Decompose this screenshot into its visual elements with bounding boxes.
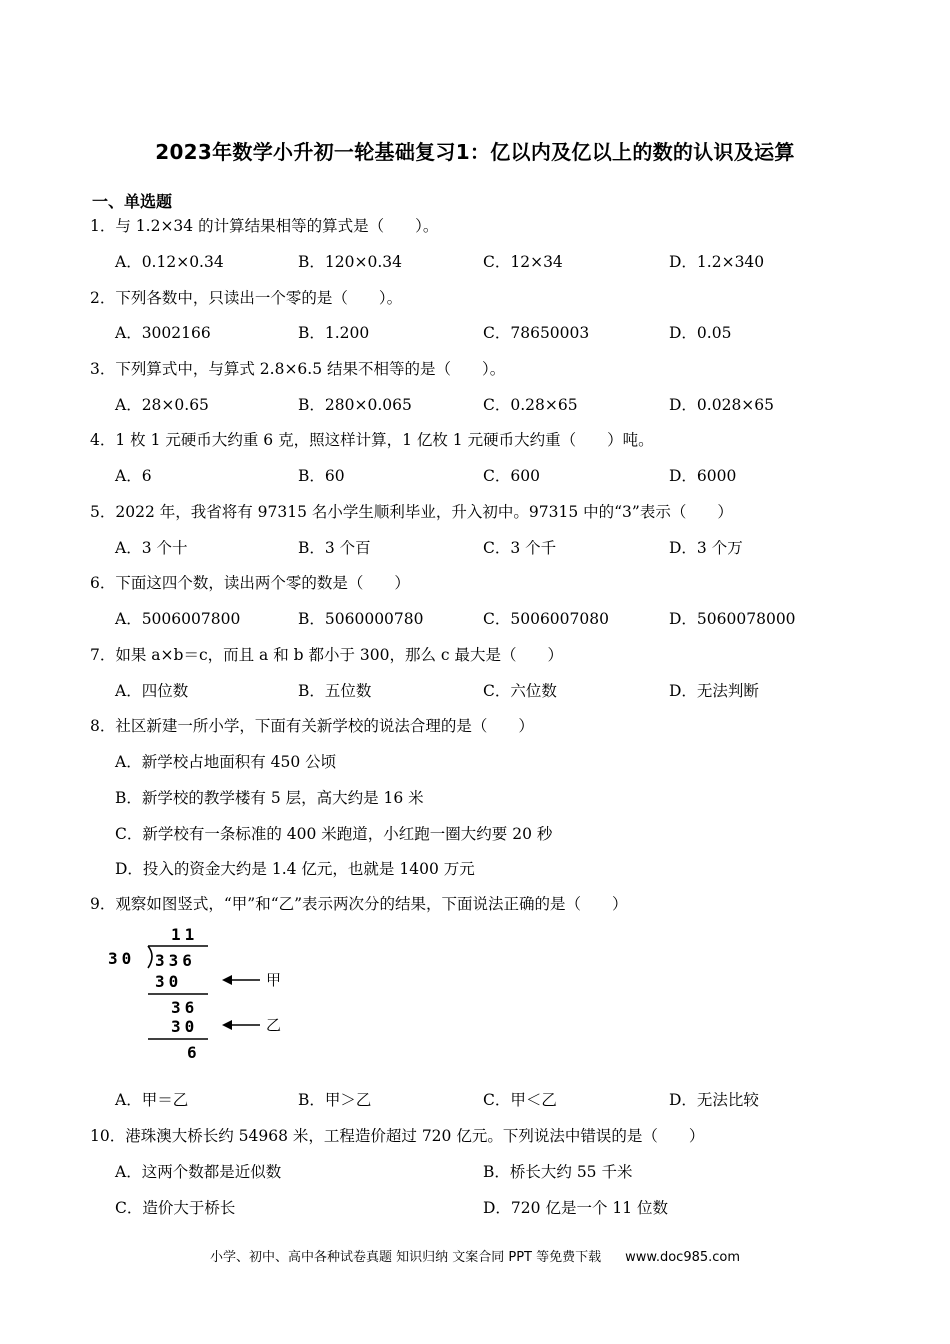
- q2-option-c[interactable]: C．78650003: [483, 324, 590, 342]
- q2-option-b[interactable]: B．1.200: [298, 324, 370, 342]
- question-10: 10．港珠澳大桥长约 54968 米，工程造价超过 720 亿元。下列说法中错误的是（ ）: [90, 1127, 705, 1145]
- question-7: 7．如果 a×b＝c，而且 a 和 b 都小于 300，那么 c 最大是（ ）: [90, 646, 564, 664]
- q10-option-a[interactable]: A．这两个数都是近似数: [115, 1163, 282, 1181]
- question-3: 3．下列算式中，与算式 2.8×6.5 结果不相等的是（ ）。: [90, 360, 506, 378]
- q3-option-c[interactable]: C．0.28×65: [483, 396, 578, 414]
- division-bracket: [148, 946, 152, 968]
- q5-option-c[interactable]: C．3 个千: [483, 539, 557, 557]
- footer-site-link[interactable]: www.doc985.com: [625, 1250, 741, 1265]
- q6-option-c[interactable]: C．5006007080: [483, 610, 609, 628]
- q2-option-d[interactable]: D．0.05: [669, 324, 732, 342]
- question-1: 1．与 1.2×34 的计算结果相等的算式是（ ）。: [90, 217, 439, 235]
- q4-option-c[interactable]: C．600: [483, 467, 540, 485]
- q9-option-a[interactable]: A．甲＝乙: [115, 1091, 189, 1109]
- q9-option-c[interactable]: C．甲＜乙: [483, 1091, 557, 1109]
- final-remainder: 6: [187, 1043, 197, 1062]
- q7-option-b[interactable]: B．五位数: [298, 682, 372, 700]
- question-9: 9．观察如图竖式，“甲”和“乙”表示两次分的结果，下面说法正确的是（ ）: [90, 895, 628, 913]
- q5-option-d[interactable]: D．3 个万: [669, 539, 743, 557]
- step1-product: 30: [155, 972, 183, 991]
- q8-option-a[interactable]: A．新学校占地面积有 450 公顷: [115, 753, 337, 771]
- q10-option-b[interactable]: B．桥长大约 55 千米: [483, 1163, 633, 1181]
- q1-option-b[interactable]: B．120×0.34: [298, 253, 402, 271]
- q8-option-c[interactable]: C．新学校有一条标准的 400 米跑道，小红跑一圈大约要 20 秒: [115, 825, 553, 843]
- question-8: 8．社区新建一所小学，下面有关新学校的说法合理的是（ ）: [90, 717, 534, 735]
- quotient: 11: [171, 925, 199, 944]
- q7-option-a[interactable]: A．四位数: [115, 682, 189, 700]
- q3-option-d[interactable]: D．0.028×65: [669, 396, 775, 414]
- page-title: 2023年数学小升初一轮基础复习1：亿以内及亿以上的数的认识及运算: [155, 140, 795, 164]
- step1-remainder: 36: [171, 998, 199, 1017]
- q10-option-d[interactable]: D．720 亿是一个 11 位数: [483, 1199, 669, 1217]
- q8-option-b[interactable]: B．新学校的教学楼有 5 层，高大约是 16 米: [115, 789, 424, 807]
- q1-option-c[interactable]: C．12×34: [483, 253, 563, 271]
- footer-text: 小学、初中、高中各种试卷真题 知识归纳 文案合同 PPT 等免费下载: [209, 1250, 602, 1265]
- question-6: 6．下面这四个数，读出两个零的数是（ ）: [90, 574, 410, 592]
- q4-option-b[interactable]: B．60: [298, 467, 345, 485]
- q4-option-a[interactable]: A．6: [115, 467, 152, 485]
- q9-option-b[interactable]: B．甲＞乙: [298, 1091, 372, 1109]
- dividend: 336: [155, 951, 196, 970]
- q4-option-d[interactable]: D．6000: [669, 467, 737, 485]
- section-heading: 一、单选题: [92, 192, 173, 211]
- divisor: 30: [108, 949, 136, 968]
- question-2: 2．下列各数中，只读出一个零的是（ ）。: [90, 289, 403, 307]
- q5-option-b[interactable]: B．3 个百: [298, 539, 371, 557]
- arrow-left-icon: [222, 975, 260, 985]
- step2-product: 30: [171, 1017, 199, 1036]
- page-footer: [0, 1246, 950, 1265]
- label-yi: 乙: [266, 1016, 282, 1034]
- q5-option-a[interactable]: A．3 个十: [115, 539, 188, 557]
- q2-option-a[interactable]: A．3002166: [115, 324, 211, 342]
- q9-option-d[interactable]: D．无法比较: [669, 1091, 759, 1109]
- q1-option-a[interactable]: A．0.12×0.34: [115, 253, 224, 271]
- question-4: 4．1 枚 1 元硬币大约重 6 克，照这样计算，1 亿枚 1 元硬币大约重（ ）吨。: [90, 431, 654, 449]
- question-5: 5．2022 年，我省将有 97315 名小学生顺利毕业，升入初中。97315 中的“3”表示（ ）: [90, 503, 733, 521]
- q6-option-d[interactable]: D．5060078000: [669, 610, 796, 628]
- q6-option-a[interactable]: A．5006007800: [115, 610, 241, 628]
- label-jia: 甲: [266, 971, 282, 989]
- q3-option-b[interactable]: B．280×0.065: [298, 396, 412, 414]
- q1-option-d[interactable]: D．1.2×340: [669, 253, 765, 271]
- q6-option-b[interactable]: B．5060000780: [298, 610, 424, 628]
- q3-option-a[interactable]: A．28×0.65: [115, 396, 209, 414]
- q7-option-d[interactable]: D．无法判断: [669, 682, 759, 700]
- long-division-figure: [108, 922, 298, 1064]
- arrow-left-icon: [222, 1020, 260, 1030]
- q7-option-c[interactable]: C．六位数: [483, 682, 557, 700]
- q8-option-d[interactable]: D．投入的资金大约是 1.4 亿元，也就是 1400 万元: [115, 860, 475, 878]
- q10-option-c[interactable]: C．造价大于桥长: [115, 1199, 236, 1217]
